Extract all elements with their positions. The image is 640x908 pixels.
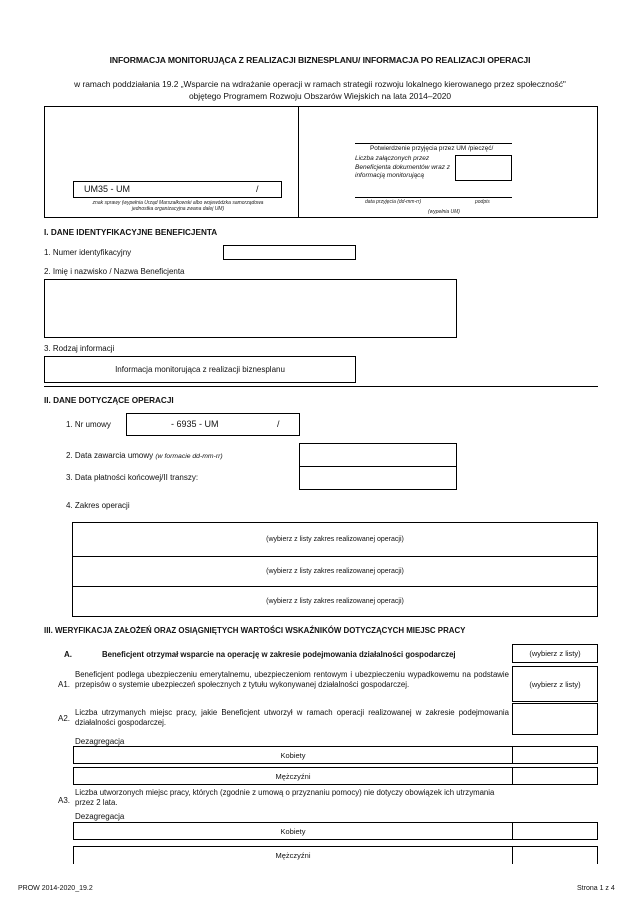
payment-date-field[interactable]	[299, 466, 457, 490]
contract-date-label	[66, 451, 223, 460]
item-a2-men-row	[73, 767, 513, 785]
section-3-heading: III. WERYFIKACJA ZAŁOŻEŃ ORAZ OSIĄGNIĘTYCH WARTOŚCI WSKAŹNIKÓW DOTYCZĄCYCH MIEJSC PRACY	[44, 626, 466, 635]
operation-scope-num: 4.	[66, 501, 73, 510]
operation-scope-label	[66, 501, 130, 510]
item-a-value: (wybierz z listy)	[529, 649, 581, 658]
section-1-heading: I. DANE IDENTYFIKACYJNE BENEFICJENTA	[44, 228, 218, 237]
beneficiary-name-label: 2. Imię i nazwisko / Nazwa Beneficjenta	[44, 267, 185, 276]
attachments-count-field[interactable]	[455, 155, 512, 181]
case-number-separator: /	[256, 184, 259, 194]
case-number-prefix: UM35 - UM	[84, 184, 131, 194]
filled-by-um-label: (wypełnia UM)	[428, 209, 460, 215]
info-type-label: 3. Rodzaj informacji	[44, 344, 115, 353]
item-a3-num: A3.	[58, 796, 71, 805]
operation-scope-text: Zakres operacji	[74, 501, 130, 510]
confirmation-label: Potwierdzenie przyjęcia przez UM /pieczęć/	[370, 145, 494, 152]
form-title: INFORMACJA MONITORUJĄCA Z REALIZACJI BIZNESPLANU/ INFORMACJA PO REALIZACJI OPERACJI	[109, 55, 531, 65]
item-a2-men-label: Mężczyźni	[275, 771, 311, 781]
signature-label: podpis	[475, 199, 490, 205]
subtitle-line-2: objętego Programem Rozwoju Obszarów Wiejskich na lata 2014–2020	[188, 90, 452, 101]
item-a3-breakdown-label: Dezagregacja	[75, 812, 125, 821]
contract-date-field[interactable]	[299, 443, 457, 467]
item-a2-women-row	[73, 746, 513, 764]
form-code: PROW 2014-2020_19.2	[18, 885, 93, 892]
operation-scope-option-1: (wybierz z listy zakres realizowanej operacji)	[266, 536, 404, 543]
operation-scope-select-2[interactable]	[72, 556, 598, 587]
item-a2-men-field[interactable]	[512, 767, 598, 785]
id-number-label: 1. Numer identyfikacyjny	[44, 248, 132, 257]
section-2-heading: II. DANE DOTYCZĄCE OPERACJI	[44, 396, 174, 405]
date-received-label: data przyjęcia (dd-mm-rr)	[365, 199, 422, 205]
subtitle-line-1: w ramach poddziałania 19.2 „Wsparcie na wdrażanie operacji w ramach strategii rozwoju lokalnego kierowanego przez społeczność"	[74, 79, 566, 89]
contract-number-label: 1. Nr umowy	[66, 420, 111, 429]
beneficiary-name-field[interactable]	[44, 279, 457, 338]
page-number: Strona 1 z 4	[577, 885, 615, 892]
item-a3-women-label: Kobiety	[280, 826, 306, 836]
item-a3-women-row	[73, 822, 513, 840]
item-a2-breakdown-label: Dezagregacja	[75, 737, 125, 746]
operation-scope-select-1[interactable]	[72, 522, 598, 557]
confirmation-top-line	[355, 143, 512, 144]
item-a3-men-label: Mężczyźni	[275, 851, 311, 860]
item-a-label: Beneficjent otrzymał wsparcie na operację w zakresie podejmowania działalności gospodarczej	[102, 650, 456, 659]
item-a2-label: Liczba utrzymanych miejsc pracy, jakie Beneficjent utworzył w ramach operacji realizowanej w zakresie podejmowania działalności gospodarczej.	[75, 708, 509, 727]
contract-number-field[interactable]	[126, 413, 300, 436]
stamp-box-divider	[298, 106, 299, 218]
form-subtitle	[0, 79, 640, 102]
contract-date-num: 2.	[66, 451, 73, 460]
info-type-field[interactable]	[44, 356, 356, 383]
payment-date-num: 3.	[66, 473, 73, 482]
item-a1-value: (wybierz z listy)	[529, 679, 581, 689]
contract-number-separator: /	[277, 419, 280, 429]
contract-date-text: Data zawarcia umowy	[74, 451, 154, 460]
item-a2-women-field[interactable]	[512, 746, 598, 764]
contract-date-hint: (w formacie dd-mm-rr)	[155, 453, 223, 460]
item-a-select[interactable]	[512, 644, 598, 663]
item-a1-label: Beneficjent podlega ubezpieczeniu emerytalnemu, ubezpieczeniom rentowym i ubezpieczeniu wypadkowemu na podstawie przepisów o systemie ubezpieczeń społecznych z tytułu wykonywanej działalności gospodarczej.	[75, 670, 509, 689]
operation-scope-select-3[interactable]	[72, 586, 598, 617]
confirmation-bottom-line	[355, 197, 512, 198]
info-type-value: Informacja monitorująca z realizacji biznesplanu	[115, 365, 285, 374]
payment-date-text: Data płatności końcowej/II transzy:	[74, 473, 199, 482]
contract-number-prefix: - 6935 - UM	[171, 419, 219, 429]
item-a3-men-row	[73, 846, 513, 864]
item-a3-label: Liczba utworzonych miejsc pracy, których (zgodnie z umową o przyznaniu pomocy) nie dotyczy obowiązek ich utrzymania przez 2 lata.	[75, 788, 495, 807]
item-a3-women-field[interactable]	[512, 822, 598, 840]
id-number-field[interactable]	[223, 245, 356, 260]
section-separator-1	[44, 386, 598, 387]
attachments-label: Liczba załączonych przez Beneficjenta dokumentów wraz z informacją monitorującą	[355, 155, 451, 179]
item-a2-women-label: Kobiety	[280, 750, 306, 760]
case-number-field[interactable]	[73, 181, 282, 198]
item-a1-select[interactable]	[512, 666, 598, 702]
item-a2-num: A2.	[58, 714, 71, 723]
payment-date-label	[66, 473, 198, 482]
item-a-num: A.	[64, 650, 72, 659]
item-a1-num: A1.	[58, 680, 71, 689]
case-number-note: znak sprawy (wypełnia Urząd Marszałkowski albo wojewódzka samorządowa jednostka organizacyjna zwana dalej UM)	[92, 200, 264, 212]
item-a2-field[interactable]	[512, 703, 598, 735]
item-a3-men-field[interactable]	[512, 846, 598, 864]
operation-scope-option-3: (wybierz z listy zakres realizowanej operacji)	[266, 598, 404, 605]
operation-scope-option-2: (wybierz z listy zakres realizowanej operacji)	[266, 568, 404, 575]
